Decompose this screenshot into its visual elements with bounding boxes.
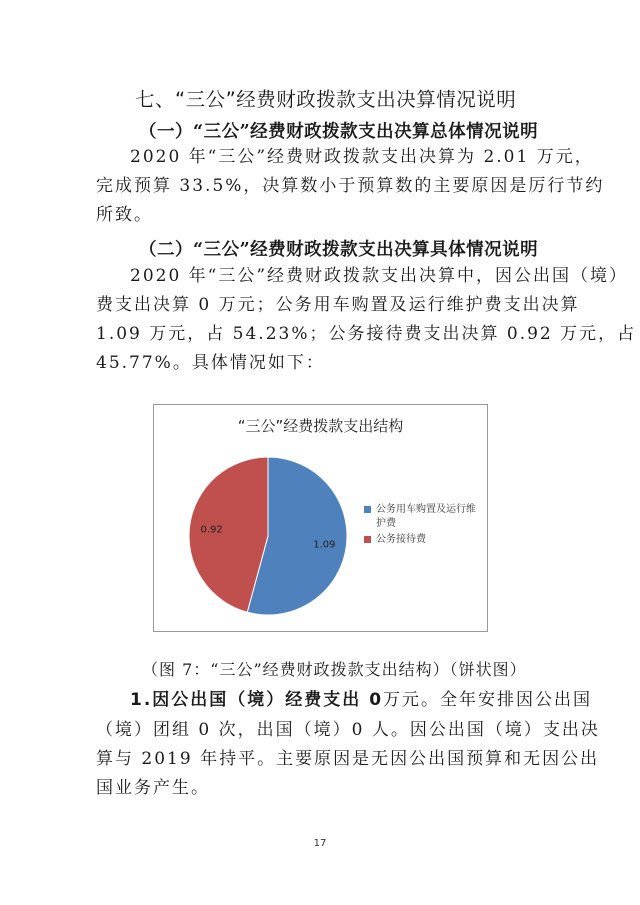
- section2-line-3: 1.09 万元，占 54.23%；公务接待费支出决算 0.92 万元，占: [96, 324, 637, 344]
- page-heading: 七、“三公”经费财政拨款支出决算情况说明: [135, 88, 517, 111]
- page-number: 17: [313, 838, 327, 849]
- section2-line-2: 费支出决算 0 万元；公务用车购置及运行维护费支出决算: [96, 295, 580, 315]
- legend-item-reception: [364, 533, 479, 547]
- chart-title: “三公”经费拨款支出结构: [237, 417, 404, 435]
- data-label-reception: 0.92: [200, 524, 223, 536]
- legend-item-vehicle: [364, 503, 479, 531]
- legend-label-reception: 公务接待费: [376, 534, 426, 545]
- figure-caption: （图 7：“三公”经费财政拨款支出结构）（饼状图）: [142, 660, 527, 679]
- section1-title: （一）“三公”经费财政拨款支出决算总体情况说明: [139, 122, 539, 142]
- item1-line-4: 国业务产生。: [96, 778, 210, 798]
- legend-swatch-vehicle: [364, 506, 371, 513]
- item1-line-3: 算与 2019 年持平。主要原因是无因公出国预算和无因公出: [96, 749, 600, 769]
- section2-line-4: 45.77%。具体情况如下：: [96, 353, 325, 373]
- section2-title: （二）“三公”经费财政拨款支出决算具体情况说明: [139, 240, 539, 260]
- section2-line-1: 2020 年“三公”经费财政拨款支出决算中，因公出国（境）: [130, 266, 629, 286]
- item1-rest: 万元。全年安排因公出国: [383, 690, 593, 710]
- legend-label-vehicle: 公务用车购置及运行维护费: [376, 504, 476, 529]
- pie-chart: [153, 404, 488, 632]
- data-label-vehicle: 1.09: [313, 539, 336, 551]
- chart-legend: [364, 503, 479, 549]
- item1-line-2: （境）团组 0 次，出国（境）0 人。因公出国（境）支出决: [96, 720, 600, 740]
- section1-line-1: 2020 年“三公”经费财政拨款支出决算为 2.01 万元，: [130, 147, 594, 167]
- item1-line-1: [130, 686, 592, 715]
- item1-lead: 1.因公出国（境）经费支出 0: [130, 690, 384, 710]
- legend-swatch-reception: [364, 536, 371, 543]
- section1-line-2: 完成预算 33.5%，决算数小于预算数的主要原因是厉行节约: [96, 176, 605, 196]
- section1-line-3: 所致。: [96, 205, 153, 225]
